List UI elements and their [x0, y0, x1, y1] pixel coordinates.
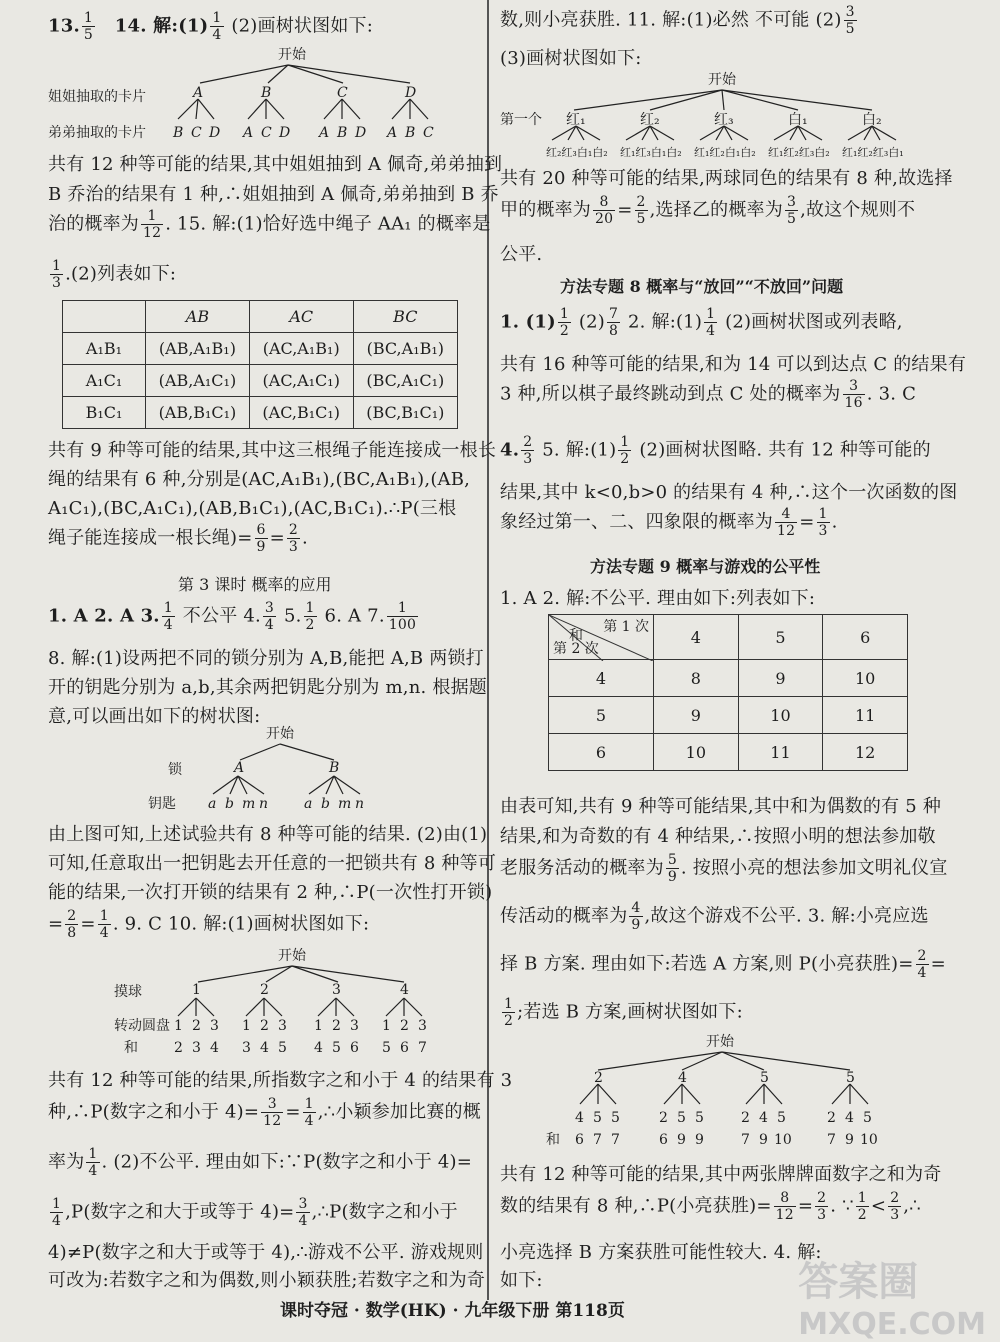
- table-header: AB: [146, 301, 250, 333]
- table-cell: 12: [823, 734, 908, 771]
- answer-line: 如下:: [500, 1270, 543, 1291]
- answer-line: 意,可以画出如下的树状图:: [48, 706, 261, 727]
- answer-line: 择 B 方案. 理由如下:若选 A 方案,则 P(小亮获胜)= $\frac{2}{4}$ =: [500, 948, 946, 981]
- tree-leaf: A: [319, 125, 330, 141]
- tree-leaf: 2: [741, 1110, 750, 1126]
- table-header: 6: [823, 615, 908, 660]
- answer-line: 4)≠P(数字之和大于或等于 4),∴游戏不公平. 游戏规则: [48, 1242, 484, 1263]
- answer-line: 绳子能连接成一根长绳)= $\frac{6}{9}$ = $\frac{2}{3}$ .: [48, 522, 308, 555]
- table-cell: [63, 301, 146, 333]
- tree-node: A: [193, 85, 204, 101]
- answer-line: 由上图可知,上述试验共有 8 种等可能的结果. (2)由(1): [48, 824, 488, 845]
- answer-line: 能的结果,一次打开锁的结果有 2 种,∴P(一次性打开锁): [48, 882, 493, 903]
- tree-sum: 6: [400, 1040, 409, 1056]
- tree-root: 开始: [278, 47, 306, 63]
- tree-node: C: [337, 85, 348, 101]
- section-title: 方法专题 9 概率与游戏的公平性: [590, 557, 821, 576]
- answer-line: 绳的结果有 6 种,分别是(AC,A₁B₁),(BC,A₁B₁),(AB,: [48, 469, 471, 490]
- answer-line: 结果,其中 k<0,b>0 的结果有 4 种,∴这个一次函数的图: [500, 482, 958, 503]
- answer-line: 小亮选择 B 方案获胜可能性较大. 4. 解:: [500, 1242, 822, 1263]
- answer-line: $\frac{1}{4}$ ,P(数字之和大于或等于 4)= $\frac{3}{4}$ ,∴P(数字之和小于: [52, 1196, 458, 1229]
- table-row: [549, 734, 908, 771]
- table-cell: (AC,B₁C₁): [249, 397, 353, 429]
- table-corner-cell: [549, 615, 654, 660]
- table-header: 4: [654, 615, 739, 660]
- answer-line: 共有 12 种等可能的结果,其中两张牌牌面数字之和为奇: [500, 1164, 942, 1185]
- tree-leaf: m: [242, 796, 256, 812]
- tree-leaf: 4: [759, 1110, 768, 1126]
- answer-line: 1. A 2. 解:不公平. 理由如下:列表如下:: [500, 588, 816, 609]
- tree-diagram-cards: [48, 45, 478, 145]
- tree-level-label: 锁: [168, 762, 182, 778]
- tree-node: 3: [332, 982, 341, 998]
- tree-sum: 3: [242, 1040, 251, 1056]
- answer-line: = $\frac{2}{8}$ = $\frac{1}{4}$ . 9. C 10. 解:(1)画树状图如下:: [48, 908, 370, 941]
- table-cell: (AB,A₁C₁): [146, 365, 250, 397]
- tree-sum: 2: [174, 1040, 183, 1056]
- tree-level-label: 钥匙: [148, 796, 176, 812]
- tree-sum: 7: [418, 1040, 427, 1056]
- tree-leaf: 2: [659, 1110, 668, 1126]
- tree-sum: 4: [210, 1040, 219, 1056]
- tree-sum: 9: [845, 1132, 854, 1148]
- answer-line: $\frac{1}{3}$ .(2)列表如下:: [52, 258, 177, 291]
- tree-leaf: 2: [260, 1018, 269, 1034]
- tree-root: 开始: [706, 1034, 734, 1050]
- answer-line: 可知,任意取出一把钥匙去开任意的一把锁共有 8 种等可: [48, 853, 497, 874]
- tree-node: 4: [400, 982, 409, 998]
- tree-leaf: 1: [174, 1018, 183, 1034]
- tree-sums: [174, 1040, 427, 1056]
- tree-leaf: B: [173, 125, 184, 141]
- tree-sum: 3: [192, 1040, 201, 1056]
- tree-leaf: b: [321, 796, 330, 812]
- tree-leaf: 5: [695, 1110, 704, 1126]
- tree-node: 白₂: [862, 112, 882, 128]
- table-header: BC: [353, 301, 457, 333]
- tree-leaf: 3: [418, 1018, 427, 1034]
- tree-node: 5: [846, 1070, 855, 1086]
- tree-node: 红₃: [714, 112, 734, 128]
- tree-leaf: 5: [777, 1110, 786, 1126]
- tree-leaf: 4: [575, 1110, 584, 1126]
- answer-line: $\frac{1}{2}$ ;若选 B 方案,画树状图如下:: [504, 996, 743, 1029]
- tree-leaf: 5: [593, 1110, 602, 1126]
- tree-root: 开始: [266, 726, 294, 742]
- tree-leaf: D: [355, 125, 367, 141]
- tree-leaf: b: [225, 796, 234, 812]
- tree-sum: 6: [350, 1040, 359, 1056]
- tree-node: 红₂: [640, 112, 660, 128]
- answer-line: (3)画树状图如下:: [500, 48, 642, 69]
- tree-leaves: [575, 1110, 872, 1126]
- answer-line: 8. 解:(1)设两把不同的锁分别为 A,B,能把 A,B 两锁打: [48, 648, 484, 669]
- answer-line: 共有 12 种等可能的结果,其中姐姐抽到 A 佩奇,弟弟抽到: [48, 154, 503, 175]
- tree-leaf: 2: [332, 1018, 341, 1034]
- answer-line: 共有 9 种等可能的结果,其中这三根绳子能连接成一根长: [48, 440, 497, 461]
- table-cell: 8: [654, 660, 739, 697]
- corner-label-top: 第 1 次: [603, 619, 649, 635]
- tree-node: B: [329, 760, 340, 776]
- table-cell: (AC,A₁B₁): [249, 333, 353, 365]
- page-footer: 课时夺冠 · 数学(HK) · 九年级下册 第118页: [280, 1301, 625, 1321]
- table-row: [63, 397, 458, 429]
- table-cell: B₁C₁: [63, 397, 146, 429]
- tree-sum: 9: [677, 1132, 686, 1148]
- tree-diagram-spinner: [48, 946, 478, 1061]
- answer-line: 可改为:若数字之和为偶数,则小颖获胜;若数字之和为奇: [48, 1270, 486, 1291]
- table-cell: 10: [823, 660, 908, 697]
- answer-line: 老服务活动的概率为 $\frac{5}{9}$ . 按照小亮的想法参加文明礼仪宣: [500, 852, 948, 885]
- answer-line: 共有 16 种等可能的结果,和为 14 可以到达点 C 的结果有: [500, 354, 967, 375]
- tree-sum: 6: [575, 1132, 584, 1148]
- corner-label-bottom: 第 2 次: [553, 641, 599, 657]
- answer-line: 率为 $\frac{1}{4}$ . (2)不公平. 理由如下:∵P(数字之和小于 4)=: [48, 1146, 472, 1179]
- answer-line: 开的钥匙分别为 a,b,其余两把钥匙分别为 m,n. 根据题: [48, 677, 487, 698]
- answer-line: 3 种,所以棋子最终跳动到点 C 处的概率为 $\frac{3}{16}$ . 3. C: [500, 378, 917, 411]
- tree-leaf-group: 红₁红₂红₃白₂: [768, 146, 830, 159]
- tree-level-label: 第一个: [500, 112, 542, 128]
- tree-root: 开始: [708, 72, 736, 88]
- table-cell: 9: [738, 660, 823, 697]
- answer-line: B 乔治的结果有 1 种,∴姐姐抽到 A 佩奇,弟弟抽到 B 乔: [48, 184, 499, 205]
- tree-leaf: 5: [677, 1110, 686, 1126]
- table-cell: (AC,A₁C₁): [249, 365, 353, 397]
- table-cell: 6: [549, 734, 654, 771]
- table-cell: A₁B₁: [63, 333, 146, 365]
- tree-leaf-group: 红₁红₃白₁白₂: [620, 146, 682, 159]
- tree-sum: 7: [593, 1132, 602, 1148]
- answer-line: 由表可知,共有 9 种等可能结果,其中和为偶数的有 5 种: [500, 796, 942, 817]
- tree-sum: 4: [314, 1040, 323, 1056]
- tree-sum: 7: [611, 1132, 620, 1148]
- answer-line: 4. $\frac{2}{3}$ 5. 解:(1) $\frac{1}{2}$ (2)画树状图略. 共有 12 种等可能的: [500, 434, 931, 467]
- table-row: [63, 365, 458, 397]
- tree-leaf: 5: [863, 1110, 872, 1126]
- tree-leaf: m: [338, 796, 352, 812]
- answer-line: A₁C₁),(BC,A₁C₁),(AB,B₁C₁),(AC,B₁C₁).∴P(三根: [48, 498, 457, 519]
- tree-sum: 9: [759, 1132, 768, 1148]
- tree-leaf-group: 红₂红₃白₁白₂: [546, 146, 608, 159]
- answer-line: 数,则小亮获胜. 11. 解:(1)必然 不可能 (2) $\frac{3}{5}$: [500, 4, 855, 37]
- table-row: [549, 697, 908, 734]
- tree-node: 2: [260, 982, 269, 998]
- tree-sum: 7: [827, 1132, 836, 1148]
- tree-sum: 4: [260, 1040, 269, 1056]
- tree-node: B: [261, 85, 272, 101]
- tree-node: 5: [760, 1070, 769, 1086]
- tree-sum: 10: [860, 1132, 878, 1148]
- tree-leaf: 1: [382, 1018, 391, 1034]
- tree-leaf: 2: [400, 1018, 409, 1034]
- tree-level-label: 和: [124, 1040, 138, 1056]
- tree-sum: 10: [774, 1132, 792, 1148]
- tree-sums: [575, 1132, 878, 1148]
- answer-line: 共有 20 种等可能的结果,两球同色的结果有 8 种,故选择: [500, 168, 953, 189]
- tree-root: 开始: [278, 948, 306, 964]
- table-header: 5: [738, 615, 823, 660]
- answer-line: 公平.: [500, 244, 543, 265]
- tree-leaf: C: [261, 125, 272, 141]
- answer-line: 1. (1) $\frac{1}{2}$ (2) $\frac{7}{8}$ 2. 解:(1) $\frac{1}{4}$ (2)画树状图或列表略,: [500, 306, 903, 339]
- corner-label-mid: 和: [569, 628, 583, 644]
- sum-table: [548, 614, 908, 771]
- tree-sum: 9: [695, 1132, 704, 1148]
- tree-leaf: 3: [350, 1018, 359, 1034]
- tree-leaf: D: [279, 125, 291, 141]
- tree-node: 4: [678, 1070, 687, 1086]
- tree-leaf: 3: [210, 1018, 219, 1034]
- section-title: 方法专题 8 概率与“放回”“不放回”问题: [560, 277, 844, 296]
- tree-level-label: 转动圆盘: [114, 1018, 170, 1034]
- tree-leaf: 2: [192, 1018, 201, 1034]
- tree-leaf: A: [387, 125, 398, 141]
- tree-level-label: 摸球: [114, 984, 142, 1000]
- table-row: [549, 660, 908, 697]
- tree-leaf: 5: [611, 1110, 620, 1126]
- table-cell: (BC,B₁C₁): [353, 397, 457, 429]
- rope-combination-table: [62, 300, 458, 429]
- section-title: 第 3 课时 概率的应用: [178, 575, 332, 594]
- tree-leaf: n: [355, 796, 365, 812]
- watermark-logo: [798, 1250, 986, 1342]
- tree-sum: 5: [382, 1040, 391, 1056]
- tree-leaf: 2: [827, 1110, 836, 1126]
- watermark-url: MXQE.COM: [798, 1307, 986, 1342]
- answer-line: 治的概率为 $\frac{1}{12}$ . 15. 解:(1)恰好选中绳子 AA₁ 的概率是: [48, 208, 491, 241]
- tree-diagram-locks: [48, 724, 478, 814]
- answer-line: 1. A 2. A 3. $\frac{1}{4}$ 不公平 4. $\frac{3}{4}$ 5. $\frac{1}{2}$ 6. A 7. $\frac{1}{100}$: [48, 600, 417, 633]
- answer-line: 种,∴P(数字之和小于 4)= $\frac{3}{12}$ = $\frac{1}{4}$ ,∴小颖参加比赛的概: [48, 1096, 481, 1129]
- tree-level-label: 姐姐抽取的卡片: [48, 89, 146, 105]
- tree-node: 2: [594, 1070, 603, 1086]
- tree-leaf-group: 红₁红₂白₁白₂: [694, 146, 756, 159]
- tree-node: 1: [192, 982, 201, 998]
- table-cell: A₁C₁: [63, 365, 146, 397]
- tree-leaf: D: [209, 125, 221, 141]
- table-header: AC: [249, 301, 353, 333]
- table-cell: (AB,B₁C₁): [146, 397, 250, 429]
- tree-leaf: B: [405, 125, 416, 141]
- tree-leaves: [174, 1018, 427, 1034]
- tree-diagram-cards-b: [500, 1030, 920, 1152]
- tree-node: 红₁: [566, 112, 586, 128]
- answer-line: 共有 12 种等可能的结果,所指数字之和小于 4 的结果有 3: [48, 1070, 513, 1091]
- tree-level-label: 和: [546, 1132, 560, 1148]
- tree-leaf: 4: [845, 1110, 854, 1126]
- tree-leaf: a: [208, 796, 217, 812]
- answer-line: 甲的概率为 $\frac{8}{20}$ = $\frac{2}{5}$ ,选择乙的概率为 $\frac{3}{5}$ ,故这个规则不: [500, 194, 916, 227]
- tree-leaf: 1: [314, 1018, 323, 1034]
- tree-leaf: C: [423, 125, 434, 141]
- tree-sum: 5: [278, 1040, 287, 1056]
- table-cell: (BC,A₁C₁): [353, 365, 457, 397]
- table-cell: (AB,A₁B₁): [146, 333, 250, 365]
- tree-leaf: 1: [242, 1018, 251, 1034]
- table-cell: 9: [654, 697, 739, 734]
- tree-sum: 5: [332, 1040, 341, 1056]
- answer-line: 结果,和为奇数的有 4 种结果,∴按照小明的想法参加敬: [500, 826, 936, 847]
- tree-leaf: B: [337, 125, 348, 141]
- answer-line: 象经过第一、二、四象限的概率为 $\frac{4}{12}$ = $\frac{1}{3}$ .: [500, 506, 838, 539]
- table-cell: 10: [654, 734, 739, 771]
- answer-line: 数的结果有 8 种,∴P(小亮获胜)= $\frac{8}{12}$ = $\frac{2}{3}$ . ∵ $\frac{1}{2}$ < $\frac{2}{3}$ ,∴: [500, 1190, 921, 1223]
- tree-diagram-balls: [500, 68, 920, 164]
- tree-leaf: C: [191, 125, 202, 141]
- tree-node: D: [405, 85, 417, 101]
- tree-leaf-group: 红₁红₂红₃白₁: [842, 146, 904, 159]
- table-cell: 10: [738, 697, 823, 734]
- tree-leaf: A: [243, 125, 254, 141]
- answer-line: 13. $\frac{1}{5}$ 14. 解:(1) $\frac{1}{4}$ (2)画树状图如下:: [48, 10, 373, 43]
- tree-leaf: a: [304, 796, 313, 812]
- table-row: [63, 333, 458, 365]
- tree-level-label: 弟弟抽取的卡片: [48, 125, 146, 141]
- table-cell: 11: [738, 734, 823, 771]
- tree-leaf: 3: [278, 1018, 287, 1034]
- tree-sum: 7: [741, 1132, 750, 1148]
- answer-line: 传活动的概率为 $\frac{4}{9}$ ,故这个游戏不公平. 3. 解:小亮应选: [500, 900, 929, 933]
- tree-leaf: n: [259, 796, 269, 812]
- table-cell: 11: [823, 697, 908, 734]
- tree-node: 白₁: [788, 112, 808, 128]
- watermark-brand: 答案圈: [798, 1259, 919, 1305]
- table-cell: (BC,A₁B₁): [353, 333, 457, 365]
- tree-sum: 6: [659, 1132, 668, 1148]
- table-cell: 5: [549, 697, 654, 734]
- tree-node: A: [234, 760, 245, 776]
- table-cell: 4: [549, 660, 654, 697]
